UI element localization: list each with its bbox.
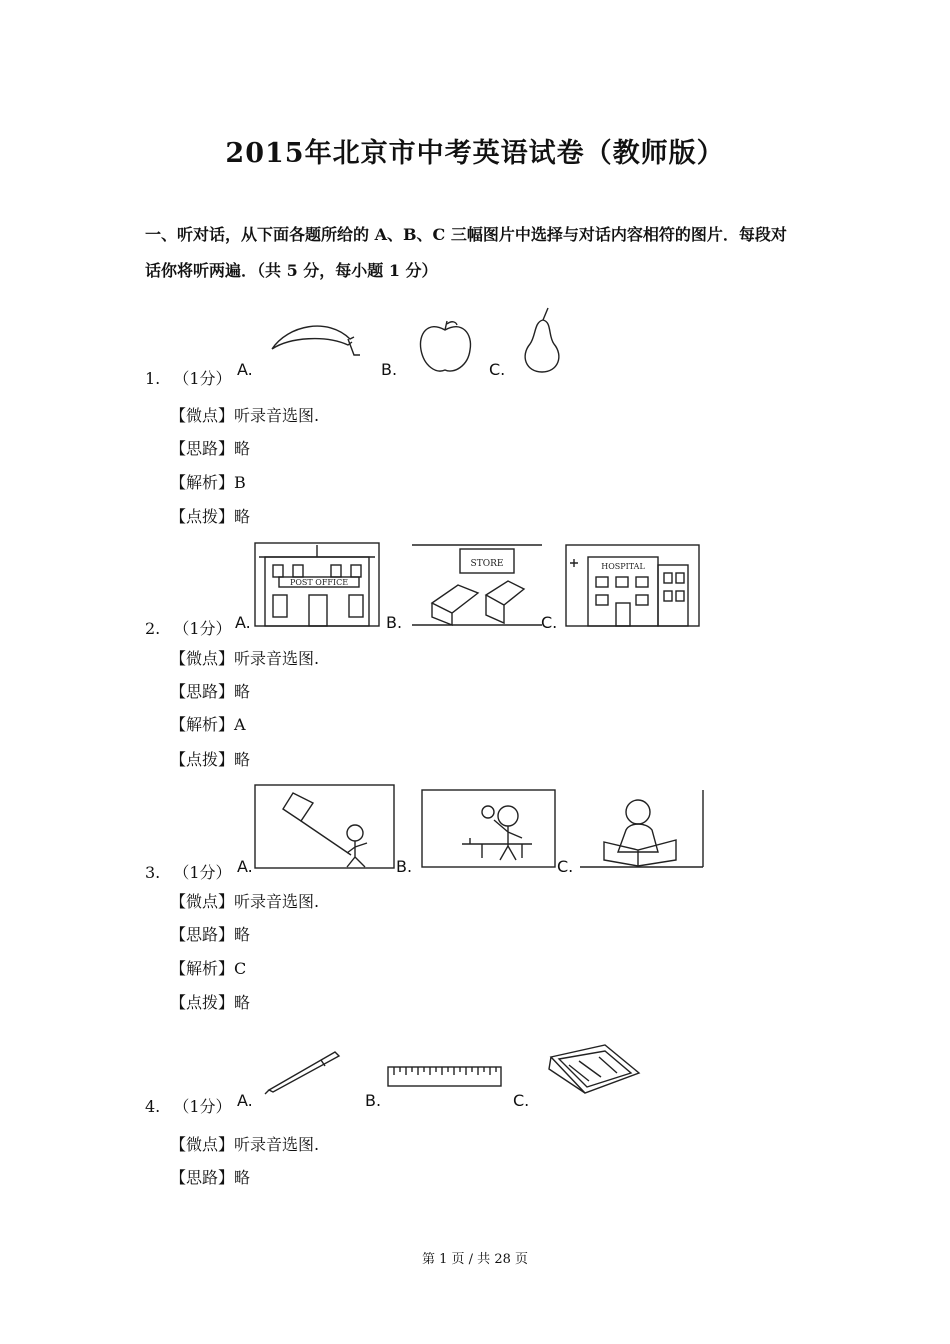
question-2-silu (170, 682, 250, 702)
dianbo-text: 略 (234, 993, 251, 1012)
question-2-label (145, 616, 232, 639)
tag-jiexi: 【解析】 (170, 715, 235, 734)
silu-text: 略 (234, 925, 251, 944)
question-3-jiexi (170, 959, 246, 979)
silu-text: 略 (234, 1168, 251, 1187)
ruler-image (388, 1067, 502, 1087)
weidian-text: 听录音选图. (234, 1135, 320, 1154)
question-4-silu (170, 1168, 250, 1188)
option-b-label: B. (381, 360, 398, 379)
question-number: 4. (145, 1097, 161, 1116)
question-1-weidian (170, 406, 319, 426)
tag-silu: 【思路】 (170, 439, 235, 458)
question-1-label (145, 366, 232, 389)
reading-image (580, 790, 704, 868)
question-score: （1分） (173, 1097, 232, 1116)
section-line-1: 一、听对话，从下面各题所给的 A、B、C 三幅图片中选择与对话内容相符的图片．每段对 (145, 225, 787, 244)
option-a-label: A. (237, 857, 253, 876)
tag-weidian: 【微点】 (170, 406, 235, 425)
question-4-weidian (170, 1135, 319, 1155)
question-score: （1分） (173, 369, 232, 388)
question-2-jiexi (170, 715, 246, 735)
silu-text: 略 (234, 439, 251, 458)
kite-flying-image (255, 785, 395, 869)
post-office-image (255, 543, 380, 627)
option-b-label: B. (396, 857, 413, 876)
question-3-weidian (170, 892, 319, 912)
question-3-silu (170, 925, 250, 945)
option-b-label: B. (386, 613, 403, 632)
option-c-label: C. (557, 857, 574, 876)
option-c-label: C. (489, 360, 506, 379)
option-c-label: C. (513, 1091, 530, 1110)
section-line-2: 话你将听两遍．（共 5 分，每小题 1 分） (145, 261, 438, 280)
hospital-image (566, 545, 700, 627)
tag-dianbo: 【点拨】 (170, 993, 235, 1012)
tag-weidian: 【微点】 (170, 649, 235, 668)
pear-image (518, 306, 568, 376)
tag-silu: 【思路】 (170, 1168, 235, 1187)
silu-text: 略 (234, 682, 251, 701)
question-score: （1分） (173, 619, 232, 638)
option-c-label: C. (541, 613, 558, 632)
jiexi-text: B (234, 473, 246, 492)
tag-weidian: 【微点】 (170, 1135, 235, 1154)
tag-jiexi: 【解析】 (170, 473, 235, 492)
question-2-weidian (170, 649, 319, 669)
weidian-text: 听录音选图. (234, 406, 320, 425)
page-title: 2015年北京市中考英语试卷（教师版） (225, 138, 725, 169)
question-number: 2. (145, 619, 161, 638)
question-number: 3. (145, 863, 161, 882)
apple-image (418, 318, 473, 376)
option-b-label: B. (365, 1091, 382, 1110)
option-a-label: A. (237, 1091, 253, 1110)
page-footer: 第 1 页 / 共 28 页 (422, 1252, 528, 1267)
tag-jiexi: 【解析】 (170, 959, 235, 978)
weidian-text: 听录音选图. (234, 892, 320, 911)
question-2-dianbo (170, 750, 250, 770)
tag-dianbo: 【点拨】 (170, 750, 235, 769)
question-4-label (145, 1094, 232, 1117)
jiexi-text: C (234, 959, 247, 978)
pen-image (265, 1048, 343, 1094)
tag-silu: 【思路】 (170, 925, 235, 944)
question-score: （1分） (173, 863, 232, 882)
jiexi-text: A (234, 715, 246, 734)
banana-image (268, 315, 363, 365)
question-3-dianbo (170, 993, 250, 1013)
question-number: 1. (145, 369, 161, 388)
option-a-label: A. (235, 613, 251, 632)
table-tennis-image (422, 790, 556, 868)
weidian-text: 听录音选图. (234, 649, 320, 668)
store-sign: STORE (470, 559, 504, 569)
dianbo-text: 略 (234, 750, 251, 769)
question-3-label (145, 860, 232, 883)
tag-weidian: 【微点】 (170, 892, 235, 911)
question-1-silu (170, 439, 250, 459)
section-instructions (145, 217, 815, 289)
option-a-label: A. (237, 360, 253, 379)
hospital-sign: HOSPITAL (601, 562, 645, 571)
store-image (412, 545, 542, 627)
tag-dianbo: 【点拨】 (170, 507, 235, 526)
tag-silu: 【思路】 (170, 682, 235, 701)
question-1-jiexi (170, 473, 246, 493)
dianbo-text: 略 (234, 507, 251, 526)
pencil-case-image (545, 1043, 641, 1095)
question-1-dianbo (170, 507, 250, 527)
post-office-sign: POST OFFICE (289, 578, 349, 587)
